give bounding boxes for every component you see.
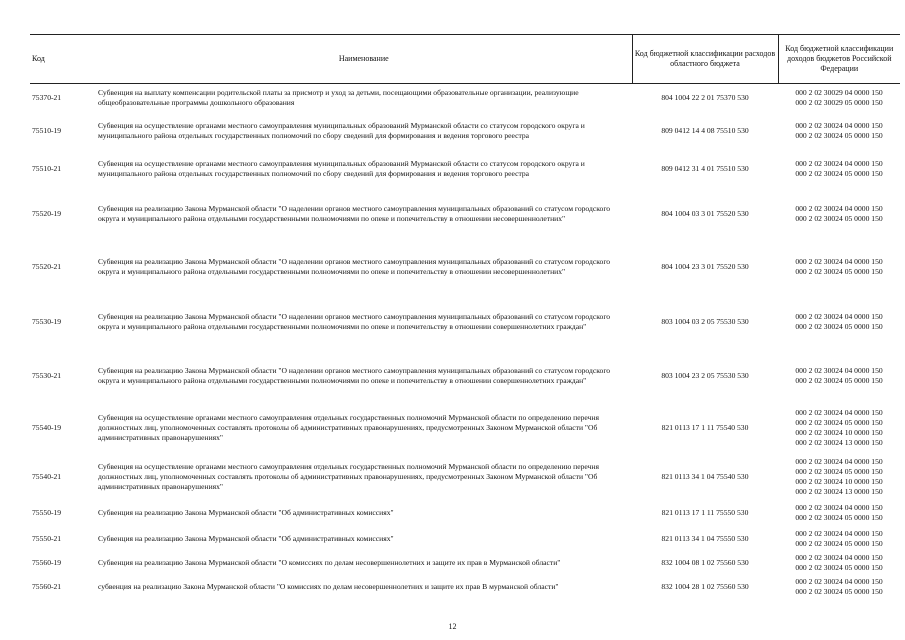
row-name: Субвенция на реализацию Закона Мурманской области "Об административных комиссиях": [98, 507, 394, 517]
page-number: 12: [448, 622, 457, 631]
income-code: 000 2 02 30024 04 0000 150: [795, 312, 883, 321]
income-code: 000 2 02 30029 05 0000 150: [795, 97, 883, 107]
row-income-codes: [778, 84, 900, 112]
table-row: [30, 240, 900, 295]
row-name: Субвенция на реализацию Закона Мурманской области "О наделении органов местного самоуправления муниципальных образований со статусом городского округа и муниципального района отдельными государственными полномочиями по опеке и попечительству в отношении несовершеннолетних": [98, 257, 611, 276]
row-expense-code: 804 1004 03 3 01 75520 530: [661, 208, 749, 218]
income-code: 000 2 02 30024 04 0000 150: [795, 407, 883, 417]
row-expense-code: 803 1004 23 2 05 75530 530: [661, 370, 749, 380]
income-code: 000 2 02 30024 05 0000 150: [795, 375, 883, 385]
row-code: 75510-19: [32, 125, 62, 135]
row-name: Субвенция на выплату компенсации родительской платы за присмотр и уход за детьми, посещающими образовательные организации, реализующие общеобразовательные программы дошкольного образования: [98, 87, 579, 107]
income-code: 000 2 02 30024 05 0000 150: [795, 417, 883, 427]
row-code: 75520-21: [32, 262, 62, 271]
income-code: 000 2 02 30024 05 0000 150: [795, 168, 883, 178]
header-expense-code: Код бюджетной классификации расходов областного бюджета: [632, 35, 778, 84]
table-row: [30, 552, 900, 574]
row-code: 75370-21: [32, 92, 62, 102]
income-code: 000 2 02 30024 05 0000 150: [795, 466, 883, 476]
income-code: 000 2 02 30024 05 0000 150: [795, 562, 883, 572]
table-row: [30, 112, 900, 150]
income-code: 000 2 02 30024 04 0000 150: [795, 528, 883, 538]
row-code: 75560-19: [32, 557, 62, 567]
row-income-codes: [778, 112, 900, 150]
row-name: Субвенция на осуществление органами местного самоуправления муниципальных образований Мурманской области со статусом городского округа и муниципального района отдельных государственных полномочий по сбору сведений для формирования и ведения торгового реестра: [98, 120, 585, 140]
table-row: [30, 402, 900, 454]
row-expense-code: 804 1004 23 3 01 75520 530: [661, 262, 749, 271]
row-code: 75560-21: [32, 581, 62, 591]
income-code: 000 2 02 30024 10 0000 150: [795, 476, 883, 486]
income-code: 000 2 02 30024 04 0000 150: [795, 552, 883, 562]
row-income-codes: [778, 454, 900, 500]
row-income-codes: [778, 500, 900, 526]
income-code: 000 2 02 30024 13 0000 150: [795, 486, 883, 496]
table-row: [30, 350, 900, 402]
table-row: [30, 500, 900, 526]
table-row: [30, 150, 900, 188]
income-code: 000 2 02 30024 05 0000 150: [795, 267, 883, 276]
income-code: 000 2 02 30024 04 0000 150: [795, 203, 883, 213]
row-code: 75550-19: [32, 507, 62, 517]
row-expense-code: 821 0113 34 1 04 75550 530: [661, 533, 749, 543]
income-code: 000 2 02 30024 13 0000 150: [795, 437, 883, 447]
row-income-codes: [778, 350, 900, 402]
row-name: Субвенция на реализацию Закона Мурманской области "О наделении органов местного самоуправления муниципальных образований со статусом городского округа и муниципального района отдельными государственными полномочиями по опеке и попечительству в отношении совершеннолетних граждан": [98, 312, 611, 331]
income-code: 000 2 02 30024 04 0000 150: [795, 502, 883, 512]
table-row: [30, 454, 900, 500]
income-code: 000 2 02 30024 04 0000 150: [795, 365, 883, 375]
row-code: 75540-21: [32, 471, 62, 481]
row-name: Субвенция на реализацию Закона Мурманской области "Об административных комиссиях": [98, 533, 394, 543]
income-code: 000 2 02 30024 05 0000 150: [795, 538, 883, 548]
row-income-codes: [778, 295, 900, 350]
table-body: [30, 84, 900, 600]
row-code: 75530-19: [32, 317, 62, 326]
row-income-codes: [778, 188, 900, 240]
income-code: 000 2 02 30024 05 0000 150: [795, 130, 883, 140]
row-name: Субвенция на реализацию Закона Мурманской области "О наделении органов местного самоуправления муниципальных образований со статусом городского округа и муниципального района отдельными государственными полномочиями по опеке и попечительству в отношении несовершеннолетних": [98, 203, 611, 223]
row-code: 75530-21: [32, 370, 62, 380]
table-row: [30, 574, 900, 600]
row-income-codes: [778, 574, 900, 600]
row-income-codes: [778, 526, 900, 552]
header-income-code: Код бюджетной классификации доходов бюджетов Российской Федерации: [778, 35, 900, 84]
table-header-row: [30, 35, 900, 84]
row-name: Субвенция на осуществление органами местного самоуправления муниципальных образований Мурманской области со статусом городского округа и муниципального района отдельных государственных полномочий по сбору сведений для формирования и ведения торгового реестра: [98, 158, 585, 178]
row-name: субвенция на реализацию Закона Мурманской области "О комиссиях по делам несовершеннолетних и защите их прав В мурманской области": [98, 581, 559, 591]
header-name: Наименование: [96, 35, 632, 84]
row-income-codes: [778, 552, 900, 574]
income-code: 000 2 02 30029 04 0000 150: [795, 87, 883, 97]
income-code: 000 2 02 30024 10 0000 150: [795, 427, 883, 437]
header-code: Код: [30, 35, 96, 84]
income-code: 000 2 02 30024 05 0000 150: [795, 512, 883, 522]
income-code: 000 2 02 30024 04 0000 150: [795, 456, 883, 466]
row-name: Субвенция на осуществление органами местного самоуправления отдельных государственных полномочий Мурманской области по определению перечня должностных лиц, уполномоченных составлять протоколы об административных правонарушениях, предусмотренных Законом Мурманской области "Об административных правонарушениях": [98, 412, 599, 442]
row-income-codes: [778, 402, 900, 454]
income-code: 000 2 02 30024 05 0000 150: [795, 213, 883, 223]
income-code: 000 2 02 30024 04 0000 150: [795, 576, 883, 586]
row-code: 75540-19: [32, 422, 62, 432]
income-code: 000 2 02 30024 05 0000 150: [795, 322, 883, 331]
table-row: [30, 526, 900, 552]
row-expense-code: 809 0412 31 4 01 75510 530: [661, 163, 749, 173]
row-expense-code: 821 0113 34 1 04 75540 530: [661, 471, 749, 481]
row-code: 75550-21: [32, 533, 62, 543]
row-name: Субвенция на реализацию Закона Мурманской области "О комиссиях по делам несовершеннолетних и защите их прав в Мурманской области": [98, 557, 561, 567]
row-code: 75520-19: [32, 208, 62, 218]
income-code: 000 2 02 30024 04 0000 150: [795, 257, 883, 266]
budget-classification-table: [30, 34, 900, 600]
row-income-codes: [778, 240, 900, 295]
row-income-codes: [778, 150, 900, 188]
row-expense-code: 832 1004 08 1 02 75560 530: [661, 557, 749, 567]
row-expense-code: 804 1004 22 2 01 75370 530: [661, 92, 749, 102]
row-expense-code: 821 0113 17 1 11 75550 530: [661, 507, 749, 517]
row-name: Субвенция на осуществление органами местного самоуправления отдельных государственных полномочий Мурманской области по определению перечня должностных лиц, уполномоченных составлять протоколы об административных правонарушениях, предусмотренных Законом Мурманской области "Об административных правонарушениях": [98, 461, 599, 491]
income-code: 000 2 02 30024 04 0000 150: [795, 158, 883, 168]
row-code: 75510-21: [32, 163, 62, 173]
row-expense-code: 803 1004 03 2 05 75530 530: [661, 317, 749, 326]
income-code: 000 2 02 30024 04 0000 150: [795, 120, 883, 130]
table-row: [30, 188, 900, 240]
income-code: 000 2 02 30024 05 0000 150: [795, 586, 883, 596]
row-expense-code: 832 1004 28 1 02 75560 530: [661, 581, 749, 591]
row-expense-code: 809 0412 14 4 08 75510 530: [661, 125, 749, 135]
row-name: Субвенция на реализацию Закона Мурманской области "О наделении органов местного самоуправления муниципальных образований со статусом городского округа и муниципального района отдельными государственными полномочиями по опеке и попечительству в отношении совершеннолетних граждан": [98, 365, 611, 385]
table-row: [30, 84, 900, 112]
row-expense-code: 821 0113 17 1 11 75540 530: [661, 422, 749, 432]
table-row: [30, 295, 900, 350]
